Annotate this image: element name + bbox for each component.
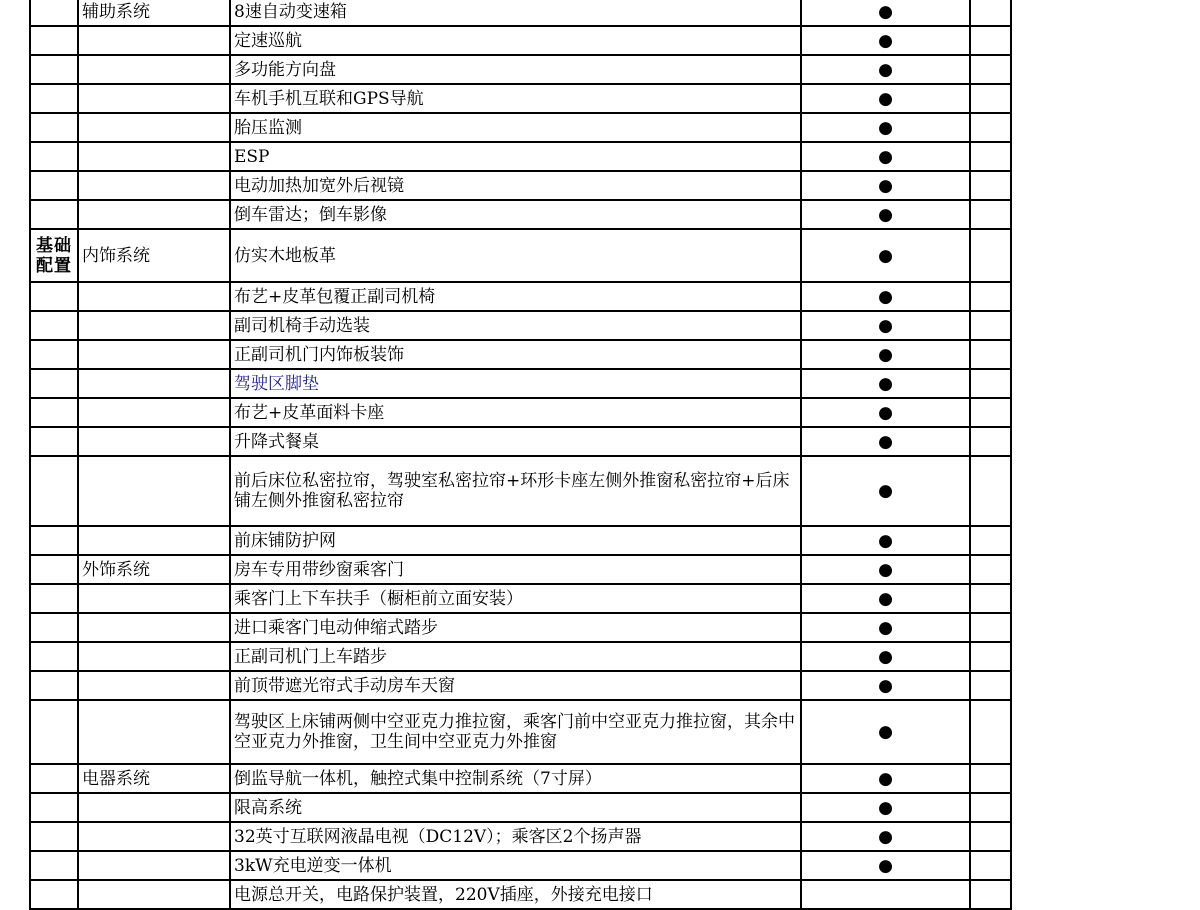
table-row	[30, 851, 1011, 880]
standard-mark-cell: ●	[801, 851, 970, 880]
item-cell: 驾驶区脚垫	[230, 369, 801, 398]
standard-mark-cell: ●	[801, 229, 970, 282]
standard-mark-cell: ●	[801, 700, 970, 764]
option-cell	[970, 427, 1011, 456]
item-cell: 倒监导航一体机，触控式集中控制系统（7寸屏）	[230, 764, 801, 793]
table-row	[30, 880, 1011, 909]
standard-mark-cell: ●	[801, 613, 970, 642]
system-cell	[78, 526, 230, 555]
spec-table	[29, 0, 1012, 910]
table-row	[30, 26, 1011, 55]
category-cell	[30, 229, 78, 282]
system-cell	[78, 700, 230, 764]
option-cell	[970, 456, 1011, 526]
option-cell	[970, 142, 1011, 171]
item-cell: 布艺+皮革包覆正副司机椅	[230, 282, 801, 311]
system-cell: 内饰系统	[78, 229, 230, 282]
standard-mark-cell: ●	[801, 398, 970, 427]
system-cell	[78, 84, 230, 113]
item-cell: 32英寸互联网液晶电视（DC12V）；乘客区2个扬声器	[230, 822, 801, 851]
option-cell	[970, 555, 1011, 584]
option-cell	[970, 851, 1011, 880]
standard-mark-cell: ●	[801, 142, 970, 171]
option-cell	[970, 671, 1011, 700]
standard-mark-cell: ●	[801, 340, 970, 369]
table-row	[30, 427, 1011, 456]
option-cell	[970, 55, 1011, 84]
item-cell: 8速自动变速箱	[230, 0, 801, 26]
option-cell	[970, 793, 1011, 822]
system-cell	[78, 171, 230, 200]
system-cell	[78, 142, 230, 171]
item-cell: 驾驶区上床铺两侧中空亚克力推拉窗，乘客门前中空亚克力推拉窗，其余中空亚克力外推窗，卫生间中空亚克力外推窗	[230, 700, 801, 764]
option-cell	[970, 642, 1011, 671]
option-cell	[970, 369, 1011, 398]
standard-mark-cell: ●	[801, 113, 970, 142]
option-cell	[970, 282, 1011, 311]
standard-mark-cell: ●	[801, 822, 970, 851]
system-cell	[78, 311, 230, 340]
category-label: 配置	[36, 255, 72, 276]
category-cell	[30, 26, 78, 55]
category-cell	[30, 555, 78, 584]
standard-mark-cell: ●	[801, 0, 970, 26]
category-label: 基础	[36, 235, 72, 256]
system-cell: 电器系统	[78, 764, 230, 793]
system-cell	[78, 200, 230, 229]
item-cell: ESP	[230, 142, 801, 171]
system-cell	[78, 369, 230, 398]
standard-mark-cell: ●	[801, 200, 970, 229]
system-cell	[78, 55, 230, 84]
item-cell: 正副司机门内饰板装饰	[230, 340, 801, 369]
category-cell	[30, 340, 78, 369]
standard-mark-cell: ●	[801, 55, 970, 84]
option-cell	[970, 613, 1011, 642]
item-cell: 车机手机互联和GPS导航	[230, 84, 801, 113]
standard-mark-cell: ●	[801, 171, 970, 200]
table-row	[30, 171, 1011, 200]
item-cell: 乘客门上下车扶手（橱柜前立面安装）	[230, 584, 801, 613]
system-cell	[78, 793, 230, 822]
table-row	[30, 764, 1011, 793]
standard-mark-cell: ●	[801, 526, 970, 555]
system-cell	[78, 671, 230, 700]
standard-mark-cell: ●	[801, 84, 970, 113]
option-cell	[970, 584, 1011, 613]
system-cell	[78, 456, 230, 526]
option-cell	[970, 200, 1011, 229]
table-row	[30, 526, 1011, 555]
system-cell	[78, 642, 230, 671]
item-cell: 布艺+皮革面料卡座	[230, 398, 801, 427]
item-cell: 电动加热加宽外后视镜	[230, 171, 801, 200]
system-cell	[78, 584, 230, 613]
system-cell	[78, 282, 230, 311]
table-row	[30, 700, 1011, 764]
standard-mark-cell: ●	[801, 456, 970, 526]
category-cell	[30, 642, 78, 671]
standard-mark-cell: ●	[801, 793, 970, 822]
standard-mark-cell: ●	[801, 369, 970, 398]
category-cell	[30, 764, 78, 793]
table-row	[30, 0, 1011, 26]
table-row	[30, 200, 1011, 229]
table-row	[30, 793, 1011, 822]
standard-mark-cell: ●	[801, 764, 970, 793]
system-cell	[78, 398, 230, 427]
category-cell	[30, 398, 78, 427]
system-cell	[78, 427, 230, 456]
item-cell: 多功能方向盘	[230, 55, 801, 84]
category-cell	[30, 526, 78, 555]
item-cell: 进口乘客门电动伸缩式踏步	[230, 613, 801, 642]
option-cell	[970, 171, 1011, 200]
category-cell	[30, 880, 78, 909]
spec-table-body	[30, 0, 1011, 909]
table-row	[30, 340, 1011, 369]
category-cell	[30, 84, 78, 113]
category-cell	[30, 613, 78, 642]
table-row	[30, 613, 1011, 642]
item-cell: 前顶带遮光帘式手动房车天窗	[230, 671, 801, 700]
table-row	[30, 456, 1011, 526]
category-cell	[30, 851, 78, 880]
category-cell	[30, 0, 78, 26]
category-cell	[30, 282, 78, 311]
item-cell: 定速巡航	[230, 26, 801, 55]
standard-mark-cell: ●	[801, 311, 970, 340]
standard-mark-cell: ●	[801, 26, 970, 55]
table-row	[30, 84, 1011, 113]
item-cell: 限高系统	[230, 793, 801, 822]
standard-mark-cell: ●	[801, 427, 970, 456]
item-cell: 房车专用带纱窗乘客门	[230, 555, 801, 584]
system-cell	[78, 613, 230, 642]
standard-mark-cell: ●	[801, 555, 970, 584]
item-cell: 倒车雷达；倒车影像	[230, 200, 801, 229]
table-row	[30, 229, 1011, 282]
item-cell: 电源总开关，电路保护装置，220V插座，外接充电接口	[230, 880, 801, 909]
system-cell: 外饰系统	[78, 555, 230, 584]
table-row	[30, 311, 1011, 340]
item-cell: 前床铺防护网	[230, 526, 801, 555]
standard-mark-cell: ●	[801, 642, 970, 671]
item-cell: 3kW充电逆变一体机	[230, 851, 801, 880]
system-cell	[78, 26, 230, 55]
table-row	[30, 369, 1011, 398]
table-row	[30, 55, 1011, 84]
option-cell	[970, 229, 1011, 282]
option-cell	[970, 764, 1011, 793]
option-cell	[970, 311, 1011, 340]
system-cell	[78, 340, 230, 369]
category-cell	[30, 200, 78, 229]
category-cell	[30, 584, 78, 613]
category-cell	[30, 793, 78, 822]
item-cell: 仿实木地板革	[230, 229, 801, 282]
system-cell	[78, 851, 230, 880]
standard-mark-cell: ●	[801, 282, 970, 311]
option-cell	[970, 398, 1011, 427]
category-cell	[30, 671, 78, 700]
option-cell	[970, 880, 1011, 909]
option-cell	[970, 700, 1011, 764]
category-cell	[30, 456, 78, 526]
table-row	[30, 142, 1011, 171]
category-cell	[30, 427, 78, 456]
option-cell	[970, 340, 1011, 369]
option-cell	[970, 822, 1011, 851]
item-cell: 胎压监测	[230, 113, 801, 142]
category-cell	[30, 113, 78, 142]
option-cell	[970, 526, 1011, 555]
item-cell: 前后床位私密拉帘，驾驶室私密拉帘+环形卡座左侧外推窗私密拉帘+后床铺左侧外推窗私密拉帘	[230, 456, 801, 526]
table-row	[30, 555, 1011, 584]
category-cell	[30, 142, 78, 171]
system-cell	[78, 880, 230, 909]
standard-mark-cell	[801, 880, 970, 909]
category-cell	[30, 822, 78, 851]
system-cell: 辅助系统	[78, 0, 230, 26]
table-row	[30, 398, 1011, 427]
table-row	[30, 671, 1011, 700]
category-cell	[30, 55, 78, 84]
standard-mark-cell: ●	[801, 584, 970, 613]
category-cell	[30, 369, 78, 398]
standard-mark-cell: ●	[801, 671, 970, 700]
item-cell: 副司机椅手动选装	[230, 311, 801, 340]
system-cell	[78, 113, 230, 142]
option-cell	[970, 113, 1011, 142]
table-row	[30, 282, 1011, 311]
item-cell: 正副司机门上车踏步	[230, 642, 801, 671]
category-cell	[30, 311, 78, 340]
option-cell	[970, 84, 1011, 113]
table-row	[30, 113, 1011, 142]
option-cell	[970, 26, 1011, 55]
item-cell: 升降式餐桌	[230, 427, 801, 456]
category-cell	[30, 171, 78, 200]
category-cell	[30, 700, 78, 764]
option-cell	[970, 0, 1011, 26]
table-row	[30, 642, 1011, 671]
table-row	[30, 822, 1011, 851]
table-row	[30, 584, 1011, 613]
system-cell	[78, 822, 230, 851]
